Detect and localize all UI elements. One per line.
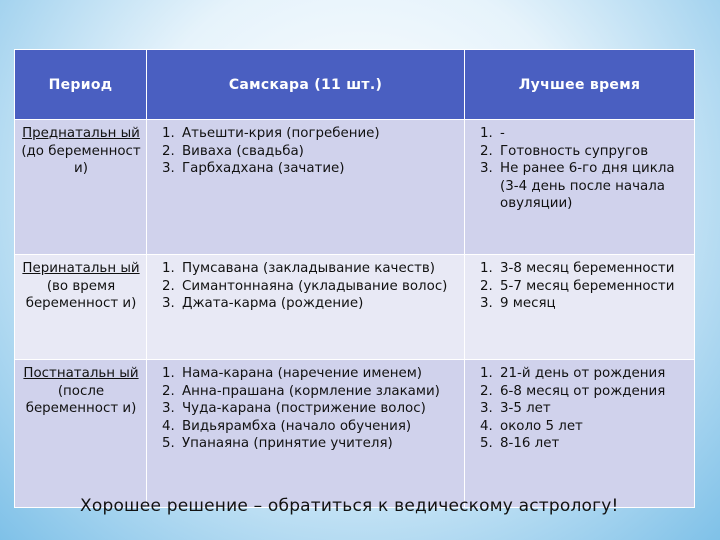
list-item: 2. Виваха (свадьба) bbox=[179, 143, 460, 161]
list-item: 3. Чуда-карана (пострижение волос) bbox=[179, 400, 460, 418]
list-item: 3. Не ранее 6-го дня цикла (3-4 день после начала овуляции) bbox=[497, 160, 690, 213]
samskara-list bbox=[152, 260, 460, 313]
period-name: Перинатальн ый bbox=[22, 261, 140, 276]
time-cell bbox=[465, 120, 695, 255]
period-name: Преднатальн ый bbox=[22, 126, 140, 141]
list-item: 1. Нама-карана (наречение именем) bbox=[179, 365, 460, 383]
samskara-cell bbox=[147, 360, 465, 508]
period-cell bbox=[15, 120, 147, 255]
table-row bbox=[15, 360, 695, 508]
list-item: 1. Атьешти-крия (погребение) bbox=[179, 125, 460, 143]
list-item: 2. Симантоннаяна (укладывание волос) bbox=[179, 278, 460, 296]
list-item: 5. Упанаяна (принятие учителя) bbox=[179, 435, 460, 453]
time-cell bbox=[465, 360, 695, 508]
samskara-table bbox=[14, 49, 695, 508]
time-list bbox=[470, 365, 690, 453]
header-best-time: Лучшее время bbox=[465, 50, 695, 120]
time-list bbox=[470, 125, 690, 213]
list-item: 1. Пумсавана (закладывание качеств) bbox=[179, 260, 460, 278]
list-item: 1. - bbox=[497, 125, 690, 143]
samskara-list bbox=[152, 125, 460, 178]
period-cell bbox=[15, 360, 147, 508]
footer-note: Хорошее решение – обратиться к ведическому астрологу! bbox=[80, 496, 619, 516]
header-samskara: Самскара (11 шт.) bbox=[147, 50, 465, 120]
header-period: Период bbox=[15, 50, 147, 120]
list-item: 2. Анна-прашана (кормление злаками) bbox=[179, 383, 460, 401]
samskara-cell bbox=[147, 255, 465, 360]
list-item: 3. 3-5 лет bbox=[497, 400, 690, 418]
period-name: Постнатальн ый bbox=[23, 366, 139, 381]
time-list bbox=[470, 260, 690, 313]
list-item: 4. Видьярамбха (начало обучения) bbox=[179, 418, 460, 436]
samskara-list bbox=[152, 365, 460, 453]
list-item: 3. 9 месяц bbox=[497, 295, 690, 313]
list-item: 3. Джата-карма (рождение) bbox=[179, 295, 460, 313]
samskara-cell bbox=[147, 120, 465, 255]
table-row bbox=[15, 120, 695, 255]
period-description: (после беременност и) bbox=[25, 383, 137, 416]
table-row bbox=[15, 255, 695, 360]
list-item: 5. 8-16 лет bbox=[497, 435, 690, 453]
list-item: 3. Гарбхадхана (зачатие) bbox=[179, 160, 460, 178]
list-item: 1. 21-й день от рождения bbox=[497, 365, 690, 383]
list-item: 1. 3-8 месяц беременности bbox=[497, 260, 690, 278]
list-item: 2. Готовность супругов bbox=[497, 143, 690, 161]
list-item: 4. около 5 лет bbox=[497, 418, 690, 436]
list-item: 2. 6-8 месяц от рождения bbox=[497, 383, 690, 401]
period-description: (во время беременност и) bbox=[25, 278, 137, 311]
period-description: (до беременност и) bbox=[21, 143, 141, 176]
time-cell bbox=[465, 255, 695, 360]
list-item: 2. 5-7 месяц беременности bbox=[497, 278, 690, 296]
table-header-row bbox=[15, 50, 695, 120]
period-cell bbox=[15, 255, 147, 360]
